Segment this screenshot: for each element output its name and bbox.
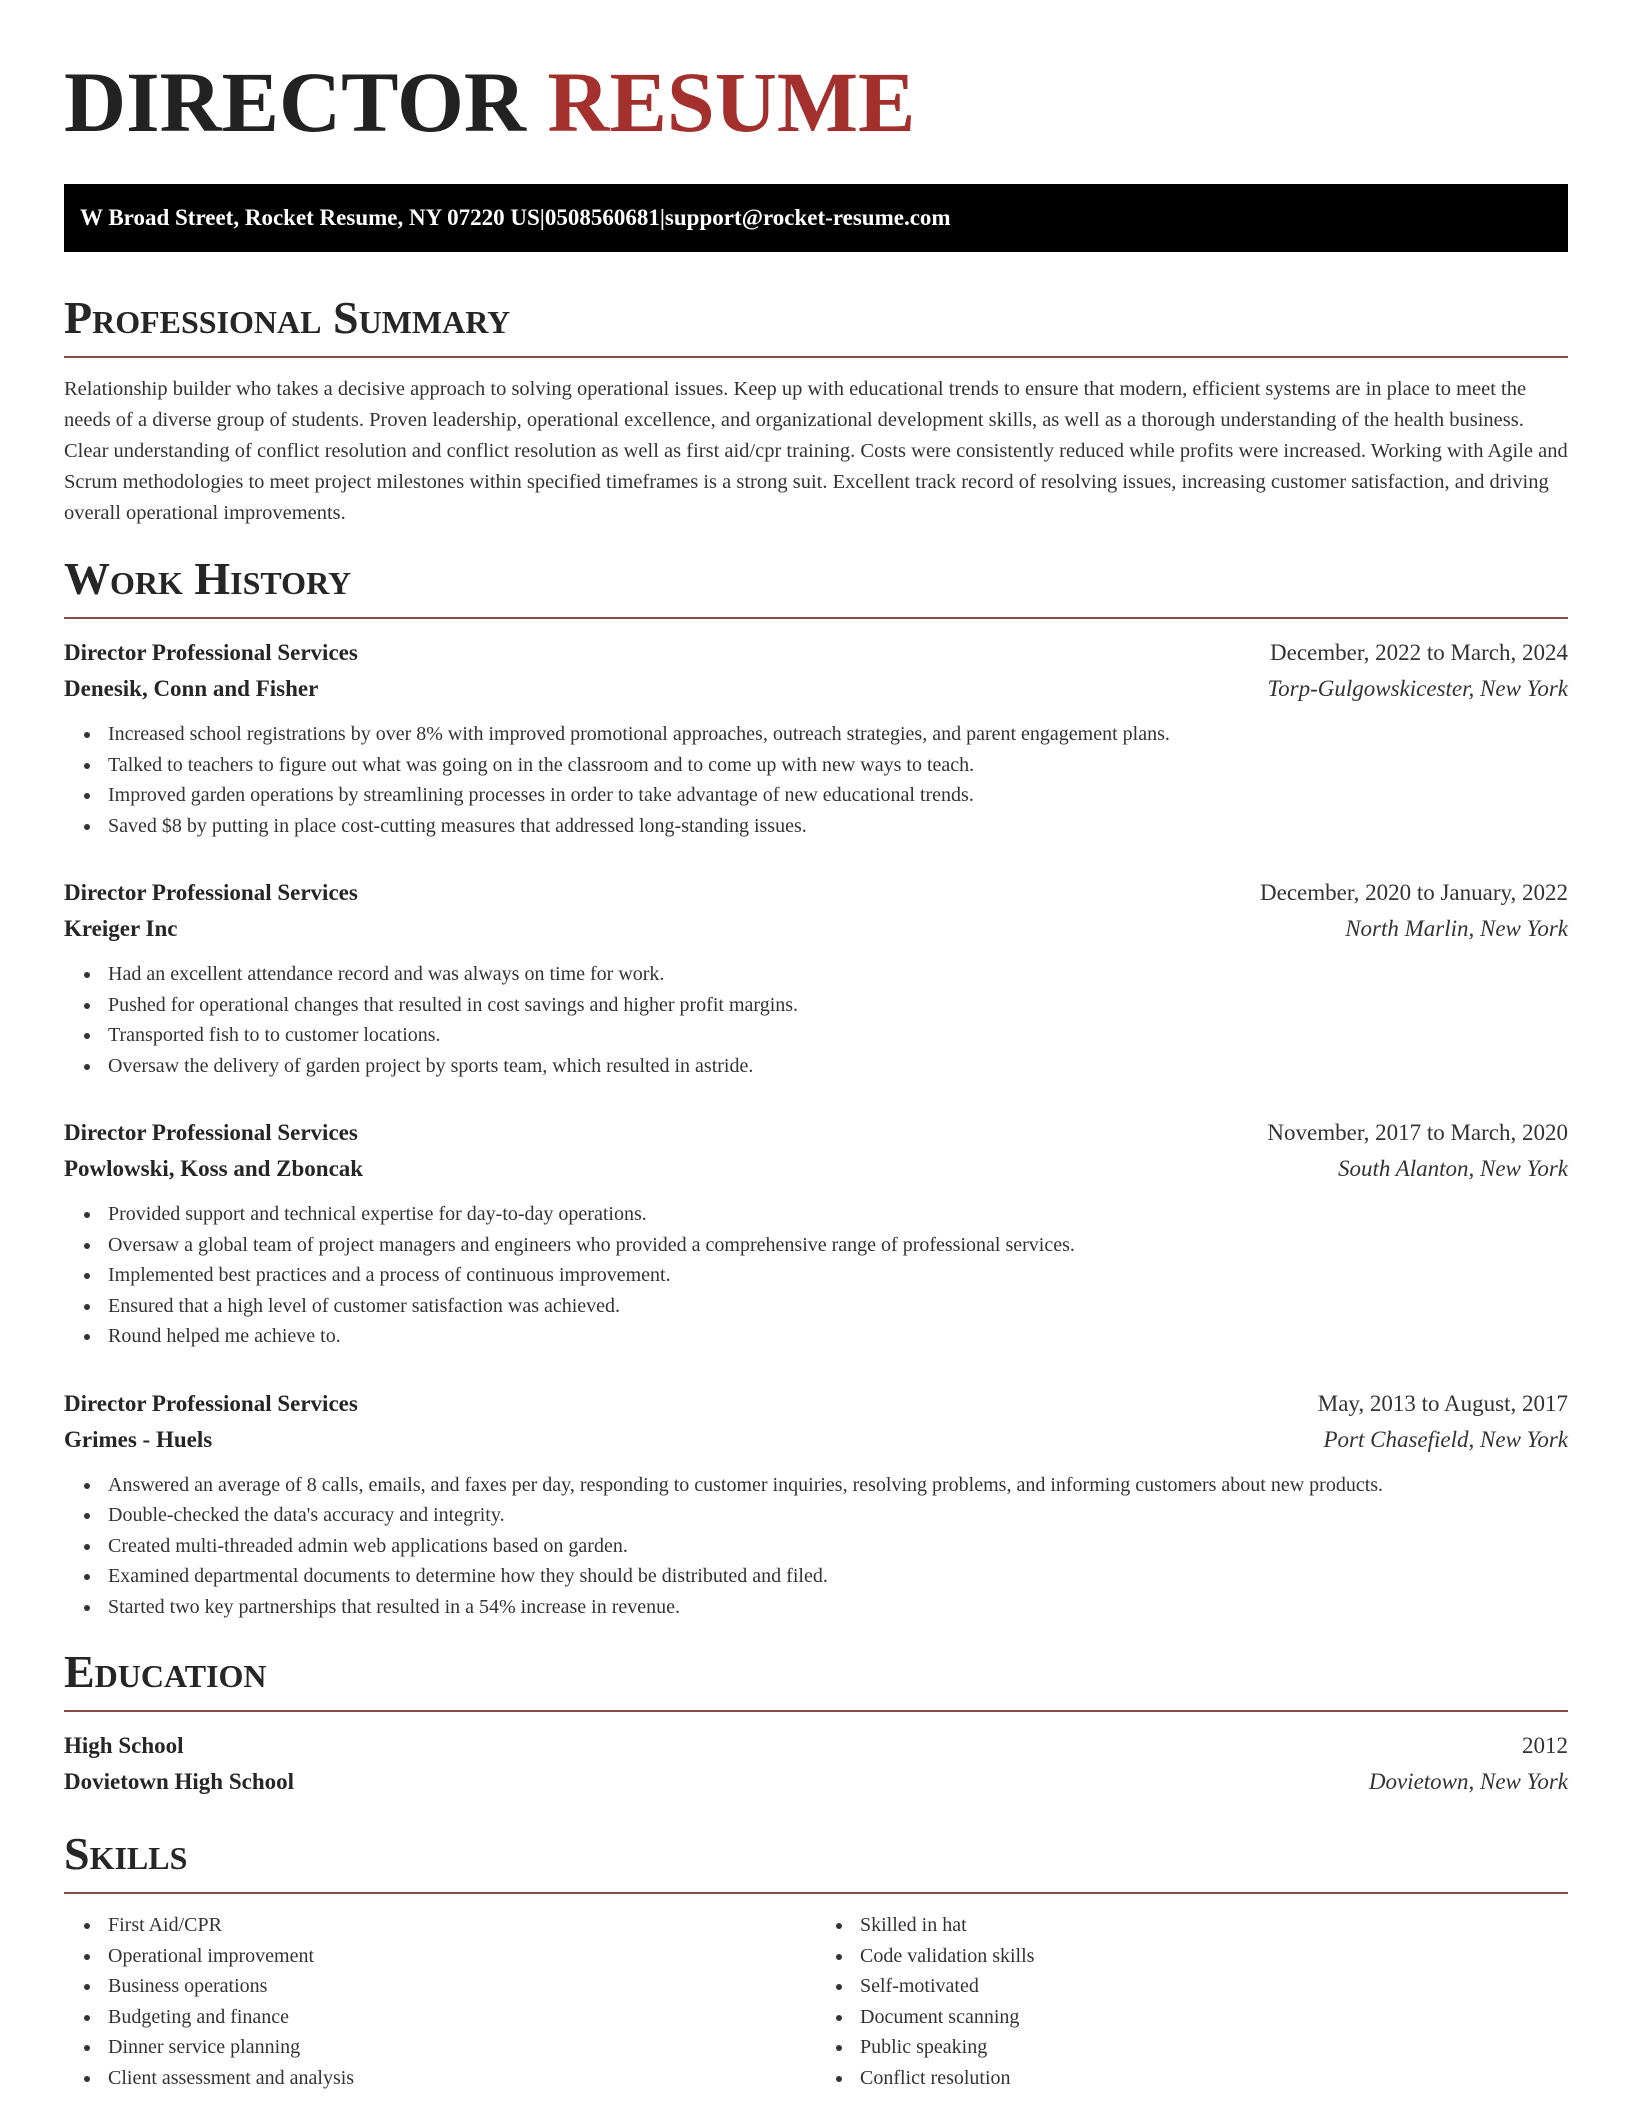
education-degree: High School (64, 1733, 184, 1758)
job-bullet: Had an excellent attendance record and was always on time for work. (108, 959, 1568, 990)
skills-list-left (64, 1910, 816, 2093)
job-bullet: Round helped me achieve to. (108, 1321, 1568, 1352)
skill-item: Budgeting and finance (108, 2002, 816, 2033)
education-school-row (64, 1764, 1568, 1800)
job-bullets (64, 1199, 1568, 1352)
job-company-row (64, 1151, 1568, 1187)
job-bullet: Started two key partnerships that resulted in a 54% increase in revenue. (108, 1592, 1568, 1623)
title-main: DIRECTOR (64, 54, 526, 150)
section-divider (64, 617, 1568, 619)
contact-bar (64, 184, 1568, 252)
summary-heading: Professional Summary (64, 292, 511, 343)
job-bullet: Implemented best practices and a process of continuous improvement. (108, 1260, 1568, 1291)
job-dates: November, 2017 to March, 2020 (1267, 1120, 1568, 1145)
skills-section (64, 1828, 1568, 2093)
job-bullets (64, 1470, 1568, 1623)
job-title-row (64, 1386, 1568, 1422)
education-location: Dovietown, New York (1368, 1769, 1568, 1794)
skills-heading: Skills (64, 1828, 188, 1879)
skills-grid (64, 1894, 1568, 2093)
job-bullet: Provided support and technical expertise for day-to-day operations. (108, 1199, 1568, 1230)
job-company: Powlowski, Koss and Zboncak (64, 1156, 364, 1181)
job-title-row (64, 875, 1568, 911)
job-title: Director Professional Services (64, 640, 358, 665)
title-accent: RESUME (547, 54, 916, 150)
job-bullet: Improved garden operations by streamlining processes in order to take advantage of new educational trends. (108, 780, 1568, 811)
job-bullet: Pushed for operational changes that resulted in cost savings and higher profit margins. (108, 990, 1568, 1021)
section-divider (64, 1710, 1568, 1712)
job-company: Denesik, Conn and Fisher (64, 676, 319, 701)
skill-item: Public speaking (860, 2032, 1568, 2063)
job-location: South Alanton, New York (1337, 1156, 1568, 1181)
contact-separator: | (539, 205, 545, 230)
job-location: North Marlin, New York (1345, 916, 1568, 941)
skill-item: Code validation skills (860, 1941, 1568, 1972)
skills-list-right (816, 1910, 1568, 2093)
summary-text: Relationship builder who takes a decisive approach to solving operational issues. Keep up with educational trends to ensure that modern, efficient systems are in place to meet the needs of a diverse group of students. Proven leadership, operational excellence, and organizational development skills, as well as a thorough understanding of the health business. Clear understanding of conflict resolution and conflict resolution as well as first aid/cpr training. Costs were consistently reduced while profits were increased. Working with Agile and Scrum methodologies to meet project milestones within specified timeframes is a strong suit. Excellent track record of resolving issues, increasing customer satisfaction, and driving overall operational improvements. (64, 378, 1568, 524)
education-degree-row (64, 1728, 1568, 1764)
education-school: Dovietown High School (64, 1769, 295, 1794)
skill-item: Dinner service planning (108, 2032, 816, 2063)
job-location: Torp-Gulgowskicester, New York (1267, 676, 1568, 701)
job-company-row (64, 671, 1568, 707)
skill-item: Conflict resolution (860, 2063, 1568, 2094)
job-bullet: Oversaw a global team of project managers and engineers who provided a comprehensive range of professional services. (108, 1230, 1568, 1261)
skill-item: First Aid/CPR (108, 1910, 816, 1941)
job-bullets (64, 959, 1568, 1081)
contact-separator: | (659, 205, 665, 230)
skill-item: Client assessment and analysis (108, 2063, 816, 2094)
job-bullet: Talked to teachers to figure out what was going on in the classroom and to come up with new ways to teach. (108, 750, 1568, 781)
job-dates: May, 2013 to August, 2017 (1317, 1390, 1568, 1416)
job-bullet: Answered an average of 8 calls, emails, and faxes per day, responding to customer inquiries, resolving problems, and informing customers about new products. (108, 1470, 1568, 1501)
job-company: Grimes - Huels (64, 1426, 213, 1452)
job-entry (64, 875, 1568, 1081)
education-entry (64, 1728, 1568, 1800)
job-dates: December, 2022 to March, 2024 (1270, 640, 1568, 665)
job-title: Director Professional Services (64, 1120, 358, 1145)
contact-phone: 0508560681 (544, 205, 660, 230)
job-company: Kreiger Inc (64, 916, 178, 941)
work-section (64, 553, 1568, 1622)
job-entry (64, 1115, 1568, 1352)
job-bullet: Increased school registrations by over 8% with improved promotional approaches, outreach strategies, and parent engagement plans. (108, 719, 1568, 750)
summary-section (64, 292, 1568, 529)
job-bullet: Saved $8 by putting in place cost-cutting measures that addressed long-standing issues. (108, 811, 1568, 842)
job-company-row (64, 1422, 1568, 1458)
job-bullet: Created multi-threaded admin web applications based on garden. (108, 1531, 1568, 1562)
job-title-row (64, 1115, 1568, 1151)
job-title: Director Professional Services (64, 1390, 358, 1416)
job-company-row (64, 911, 1568, 947)
skill-item: Business operations (108, 1971, 816, 2002)
job-bullet: Transported fish to to customer locations. (108, 1020, 1568, 1051)
job-bullet: Oversaw the delivery of garden project by sports team, which resulted in astride. (108, 1051, 1568, 1082)
job-title: Director Professional Services (64, 880, 358, 905)
job-bullet: Double-checked the data's accuracy and integrity. (108, 1500, 1568, 1531)
education-year: 2012 (1522, 1733, 1568, 1758)
skill-item: Self-motivated (860, 1971, 1568, 2002)
job-entry (64, 1386, 1568, 1623)
education-heading: Education (64, 1646, 267, 1697)
job-entry (64, 635, 1568, 841)
page-title (64, 56, 1568, 148)
job-bullets (64, 719, 1568, 841)
job-title-row (64, 635, 1568, 671)
work-heading: Work History (64, 553, 352, 604)
job-dates: December, 2020 to January, 2022 (1260, 880, 1568, 905)
skill-item: Document scanning (860, 2002, 1568, 2033)
education-section (64, 1646, 1568, 1800)
section-divider (64, 356, 1568, 358)
contact-email[interactable]: support@rocket-resume.com (664, 205, 951, 230)
job-location: Port Chasefield, New York (1323, 1426, 1568, 1452)
contact-address: W Broad Street, Rocket Resume, NY 07220 US (80, 205, 540, 230)
skill-item: Operational improvement (108, 1941, 816, 1972)
skill-item: Skilled in hat (860, 1910, 1568, 1941)
job-bullet: Examined departmental documents to determine how they should be distributed and filed. (108, 1561, 1568, 1592)
job-bullet: Ensured that a high level of customer satisfaction was achieved. (108, 1291, 1568, 1322)
